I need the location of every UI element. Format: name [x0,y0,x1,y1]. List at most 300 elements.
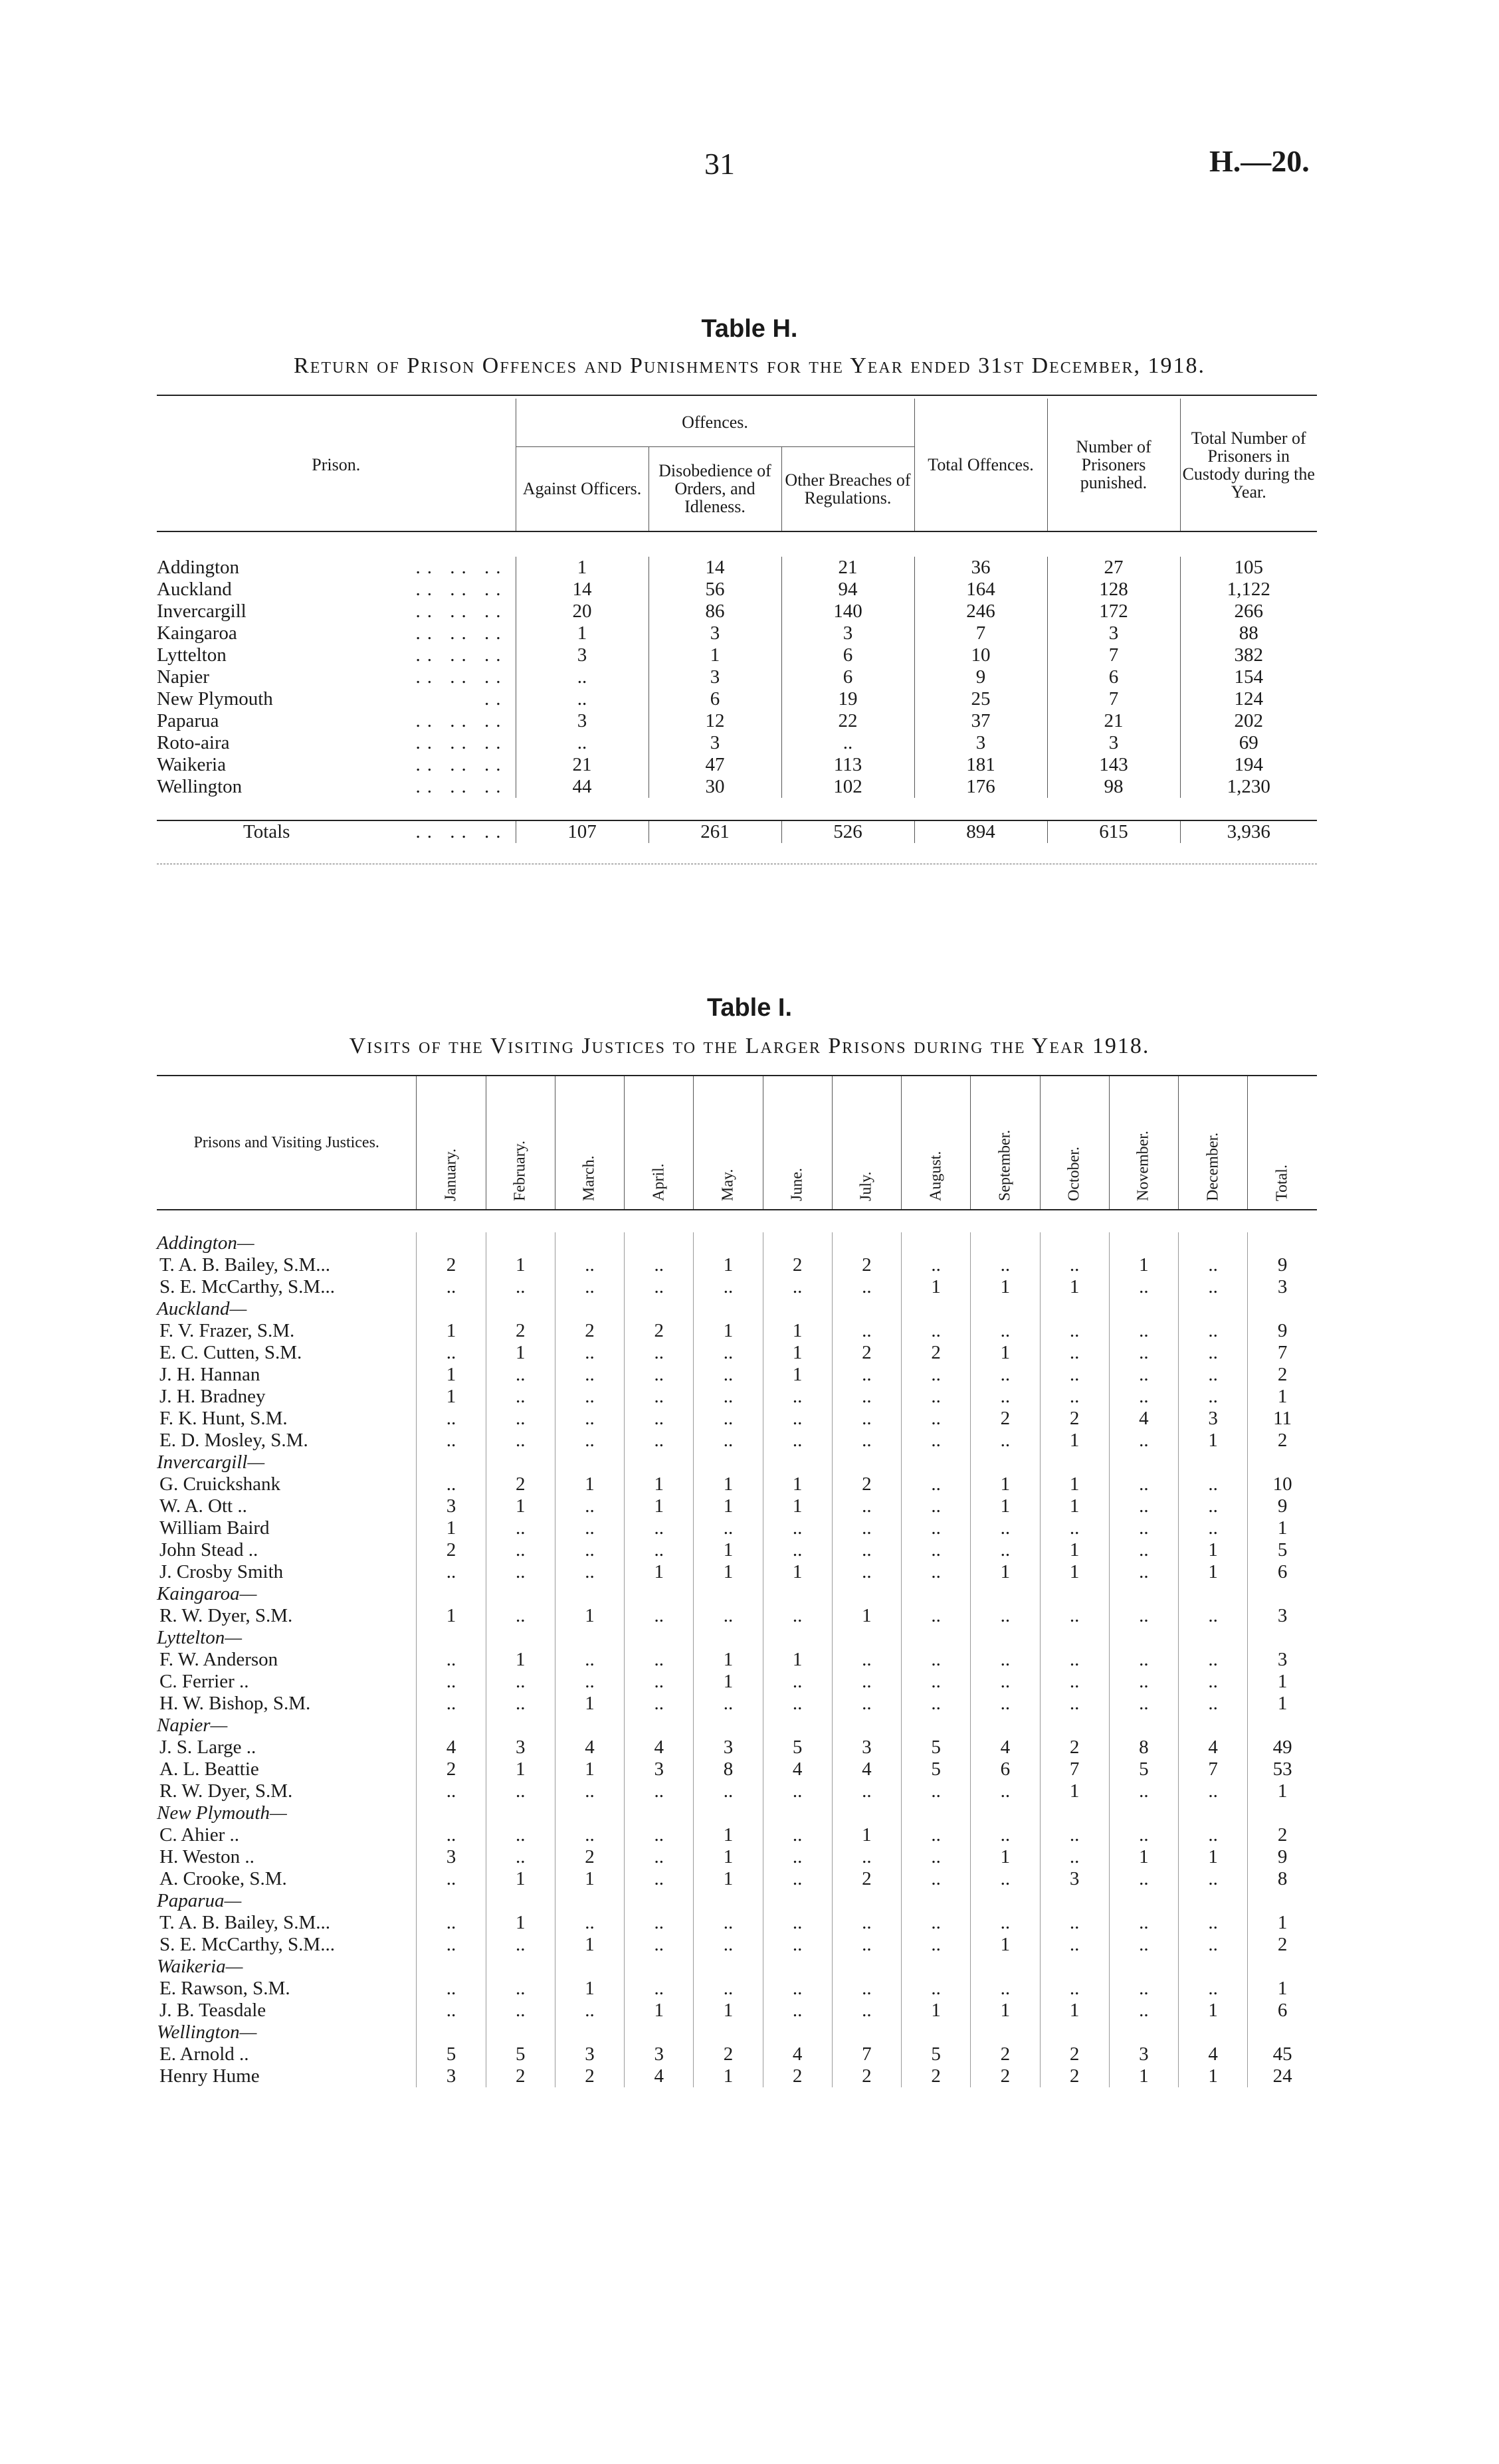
visit-count: 1 [1040,1539,1109,1561]
justice-name: A. L. Beattie [159,1758,259,1780]
cell-custody: 1,230 [1180,776,1317,798]
justice-row [157,1430,1317,1452]
totals-custody: 3,936 [1180,820,1317,843]
prison-group-name: Kaingaroa— [157,1583,257,1604]
visit-count: 4 [625,1737,694,1758]
visit-count: .. [417,1276,486,1298]
visit-count: .. [555,1495,624,1517]
visit-count: 1 [832,1824,901,1846]
visit-count: 2 [832,1254,901,1276]
visit-count: 2 [1040,2065,1109,2087]
visit-count: 1 [1040,1780,1109,1802]
month-label: February. [511,1140,529,1201]
justice-name: E. Rawson, S.M. [159,1978,290,1999]
month-header [763,1076,832,1210]
visit-count: .. [1178,1934,1247,1956]
visit-count: 1 [763,1342,832,1364]
visit-count: .. [971,1978,1040,2000]
prison-group-row [157,1232,1317,1254]
visit-count: 1 [1109,2065,1178,2087]
visit-count: 1 [417,1386,486,1408]
visit-count: .. [555,1539,624,1561]
visit-count: .. [555,1517,624,1539]
cell-against: .. [516,666,649,688]
visit-count: 5 [417,2043,486,2065]
cell-other: 19 [781,688,914,710]
visit-count: .. [1178,1276,1247,1298]
visit-count: 5 [902,1758,971,1780]
cell-other: 6 [781,666,914,688]
visit-count: 1 [1178,1846,1247,1868]
cell-punished: 7 [1047,644,1180,666]
visit-count: .. [417,1934,486,1956]
cell-other: 113 [781,754,914,776]
visit-count: .. [555,1780,624,1802]
justice-name: J. B. Teasdale [159,2000,266,2021]
cell-custody: 124 [1180,688,1317,710]
visit-count: 3 [832,1737,901,1758]
prison-name: Auckland [157,579,232,600]
visit-count: .. [1178,1386,1247,1408]
visit-count: .. [902,1320,971,1342]
header-disobedience: Disobedience of Orders, and Idleness. [649,446,781,531]
visit-total: 6 [1248,1561,1317,1583]
visit-count: 1 [832,1605,901,1627]
visit-count: 1 [1040,1430,1109,1452]
cell-against: 3 [516,644,649,666]
visit-count: .. [625,1364,694,1386]
visit-count: 1 [1109,1254,1178,1276]
cell-punished: 143 [1047,754,1180,776]
visit-count: .. [902,1495,971,1517]
visit-count: 1 [486,1254,555,1276]
prison-name: Addington [157,557,240,578]
visit-count: .. [625,1408,694,1430]
visit-count: 3 [555,2043,624,2065]
justice-row [157,1846,1317,1868]
visit-count: .. [694,1780,763,1802]
visit-count: 4 [1109,1408,1178,1430]
visit-count: .. [417,1671,486,1693]
visit-count: 2 [832,1342,901,1364]
justice-row [157,1517,1317,1539]
visit-count: .. [417,1649,486,1671]
prison-name: Waikeria [157,754,226,775]
table-h-subtitle: Return of Prison Offences and Punishments for the Year ended 31st December, 1918. [294,353,1205,378]
prison-group-name: Invercargill— [157,1452,265,1473]
visit-count: 2 [971,1408,1040,1430]
visit-count: .. [971,1386,1040,1408]
visit-count: 1 [1040,1473,1109,1495]
visit-count: .. [555,1649,624,1671]
cell-custody: 382 [1180,644,1317,666]
justice-row [157,2065,1317,2087]
prison-group-name: Waikeria— [157,1956,243,1977]
cell-other: 6 [781,644,914,666]
cell-total: 10 [914,644,1047,666]
justice-row [157,1824,1317,1846]
visit-count: .. [625,1276,694,1298]
month-header [486,1076,555,1210]
visit-count: .. [694,1693,763,1715]
visit-count: 1 [694,1539,763,1561]
visit-count: .. [763,1780,832,1802]
visit-count: .. [486,1430,555,1452]
cell-disobedience: 86 [649,601,781,622]
visit-count: 1 [763,1364,832,1386]
visit-count: 4 [971,1737,1040,1758]
visit-count: 1 [417,1320,486,1342]
page-reference: H.—20. [1209,144,1310,178]
totals-other: 526 [781,820,914,843]
visit-count: .. [902,1539,971,1561]
visit-count: 1 [486,1758,555,1780]
visit-count: .. [1040,1693,1109,1715]
cell-other: 102 [781,776,914,798]
prison-group-row [157,1802,1317,1824]
visit-count: .. [555,1254,624,1276]
visit-count: .. [832,1386,901,1408]
visit-count: 1 [694,1671,763,1693]
visit-count: .. [1040,1605,1109,1627]
visit-count: .. [832,1539,901,1561]
justice-row [157,1737,1317,1758]
visit-count: .. [1109,1276,1178,1298]
header-prisons-and-justices: Prisons and Visiting Justices. [193,1133,379,1151]
visit-count: 4 [1178,1737,1247,1758]
visit-count: .. [763,1912,832,1934]
visit-total: 9 [1248,1495,1317,1517]
visit-count: 3 [417,1495,486,1517]
cell-custody: 154 [1180,666,1317,688]
visit-count: .. [486,1934,555,1956]
visit-count: 1 [694,1473,763,1495]
visit-count: .. [1109,1495,1178,1517]
visit-count: 1 [971,1846,1040,1868]
visit-count: 2 [417,1758,486,1780]
justice-name: F. K. Hunt, S.M. [159,1408,288,1429]
visit-count: .. [417,1408,486,1430]
visit-count: .. [625,1671,694,1693]
visit-count: .. [1109,1561,1178,1583]
visit-count: .. [417,1868,486,1890]
justice-name: John Stead .. [159,1539,258,1561]
visit-count: 8 [694,1758,763,1780]
cell-custody: 105 [1180,557,1317,579]
table-h-row [157,622,1317,644]
visit-count: .. [555,1364,624,1386]
visit-count: .. [625,1430,694,1452]
totals-against: 107 [516,820,649,843]
cell-disobedience: 12 [649,710,781,732]
visit-count: 1 [1178,1561,1247,1583]
visit-count: 1 [694,2000,763,2022]
leader-dots: .. .. .. [415,579,508,600]
visit-count: 4 [1178,2043,1247,2065]
prison-group-row [157,1583,1317,1605]
justice-name: R. W. Dyer, S.M. [159,1780,293,1802]
visit-count: 2 [694,2043,763,2065]
visit-count: .. [417,1561,486,1583]
visit-count: .. [902,1430,971,1452]
cell-disobedience: 1 [649,644,781,666]
table-h-title: Table H. [701,315,798,343]
justice-name: J. Crosby Smith [159,1561,284,1582]
visit-total: 10 [1248,1473,1317,1495]
justice-row [157,1320,1317,1342]
justice-row [157,1408,1317,1430]
visit-count: .. [1040,1517,1109,1539]
justice-name: G. Cruickshank [159,1473,281,1495]
visit-count: .. [832,1846,901,1868]
visit-count: .. [694,1386,763,1408]
month-label: September. [996,1129,1014,1201]
cell-against: 14 [516,579,649,601]
visit-count: 3 [417,2065,486,2087]
visit-count: .. [625,1649,694,1671]
month-label: June. [788,1168,806,1201]
cell-against: 1 [516,557,649,579]
visit-count: .. [832,1934,901,1956]
visit-count: .. [971,1430,1040,1452]
visit-count: .. [625,1780,694,1802]
visit-count: .. [763,1934,832,1956]
visit-count: .. [625,1824,694,1846]
visit-count: .. [902,1605,971,1627]
visit-count: .. [971,1693,1040,1715]
visit-count: 1 [625,1561,694,1583]
cell-total: 164 [914,579,1047,601]
visit-count: 1 [1040,1561,1109,1583]
visit-count: .. [1178,1780,1247,1802]
cell-disobedience: 3 [649,622,781,644]
visit-count: .. [971,1671,1040,1693]
visit-count: .. [763,1605,832,1627]
visit-count: .. [1040,1978,1109,2000]
month-label: November. [1134,1131,1152,1201]
visit-count: 2 [1040,1737,1109,1758]
month-header [625,1076,694,1210]
visit-total: 9 [1248,1320,1317,1342]
justice-name: J. S. Large .. [159,1737,256,1758]
visit-count: .. [763,1276,832,1298]
month-header [971,1076,1040,1210]
justice-name: R. W. Dyer, S.M. [159,1605,293,1626]
visit-count: .. [1178,1517,1247,1539]
prison-group-name: Wellington— [157,2022,257,2043]
justice-name: Henry Hume [159,2065,260,2087]
prison-group-name: Addington— [157,1232,254,1254]
visit-count: 1 [486,1868,555,1890]
visit-count: 7 [1178,1758,1247,1780]
visit-count: .. [902,1364,971,1386]
justice-name: A. Crooke, S.M. [159,1868,287,1889]
justice-row [157,1386,1317,1408]
visit-count: .. [1109,2000,1178,2022]
visit-count: .. [1178,1649,1247,1671]
cell-total: 181 [914,754,1047,776]
cell-other: 3 [781,622,914,644]
visit-count: .. [902,1254,971,1276]
month-header [1109,1076,1178,1210]
justice-row [157,2043,1317,2065]
justice-name: C. Ferrier .. [159,1671,249,1692]
visit-count: 3 [486,1737,555,1758]
visit-count: .. [1109,1539,1178,1561]
justice-name: H. Weston .. [159,1846,254,1867]
visit-count: .. [971,1780,1040,1802]
visit-total: 1 [1248,1912,1317,1934]
visit-count: .. [625,1386,694,1408]
visit-count: .. [1178,1912,1247,1934]
leader-dots: .. .. .. [415,644,508,666]
month-label: July. [857,1171,875,1201]
visit-count: .. [832,1978,901,2000]
visit-count: 1 [971,1342,1040,1364]
justice-row [157,1868,1317,1890]
justice-name: J. H. Hannan [159,1364,260,1385]
visit-count: .. [763,1824,832,1846]
visit-count: .. [1178,1978,1247,2000]
prison-group-name: New Plymouth— [157,1802,287,1824]
visit-total: 6 [1248,2000,1317,2022]
visit-count: 1 [417,1605,486,1627]
visit-count: .. [555,1912,624,1934]
cell-custody: 69 [1180,732,1317,754]
visit-count: 8 [1109,1737,1178,1758]
cell-punished: 3 [1047,732,1180,754]
visit-count: .. [1109,1342,1178,1364]
visit-count: .. [763,1868,832,1890]
visit-count: 4 [763,2043,832,2065]
visit-count: .. [832,1320,901,1342]
cell-total: 246 [914,601,1047,622]
visit-count: .. [971,1868,1040,1890]
visit-count: 1 [694,1320,763,1342]
cell-disobedience: 6 [649,688,781,710]
visit-count: .. [1178,1473,1247,1495]
visit-count: .. [694,1276,763,1298]
justice-row [157,1539,1317,1561]
visit-count: 1 [1178,1430,1247,1452]
page-number: 31 [704,147,735,181]
visit-count: .. [763,1408,832,1430]
visit-count: 1 [555,1758,624,1780]
visit-count: .. [1040,1649,1109,1671]
table-h-row [157,666,1317,688]
visit-total: 5 [1248,1539,1317,1561]
visit-count: .. [417,1342,486,1364]
cell-disobedience: 14 [649,557,781,579]
visit-count: 4 [625,2065,694,2087]
visit-count: 3 [625,1758,694,1780]
justice-name: S. E. McCarthy, S.M... [159,1276,335,1297]
visit-count: .. [486,1364,555,1386]
justice-row [157,1780,1317,1802]
month-label: March. [580,1155,598,1201]
justice-row [157,1473,1317,1495]
visit-count: 1 [763,1649,832,1671]
visit-count: .. [902,1408,971,1430]
visit-count: .. [832,1517,901,1539]
visit-count: .. [763,1539,832,1561]
prison-group-name: Paparua— [157,1890,242,1911]
visit-count: 2 [486,1473,555,1495]
justice-name: E. Arnold .. [159,2043,249,2065]
visit-count: .. [486,1824,555,1846]
visit-count: .. [486,1408,555,1430]
table-h-row [157,776,1317,798]
visit-count: .. [971,1517,1040,1539]
visit-count: .. [1040,1364,1109,1386]
visit-count: 1 [694,1846,763,1868]
visit-count: .. [417,1693,486,1715]
month-header [417,1076,486,1210]
cell-disobedience: 47 [649,754,781,776]
visit-count: .. [971,1824,1040,1846]
visit-count: .. [555,1671,624,1693]
leader-dots: .. .. .. [415,622,508,644]
visit-count: .. [832,1780,901,1802]
visit-count: .. [902,1649,971,1671]
visit-count: .. [694,1342,763,1364]
header-prisoners-punished: Number of Prisoners punished. [1047,399,1180,531]
visit-count: 2 [1040,2043,1109,2065]
cell-total: 7 [914,622,1047,644]
justice-name: J. H. Bradney [159,1386,266,1407]
visit-count: .. [486,1671,555,1693]
month-label: October. [1065,1147,1083,1201]
visit-count: .. [1109,1978,1178,2000]
visit-count: .. [971,1364,1040,1386]
cell-punished: 21 [1047,710,1180,732]
visit-count: .. [1109,1320,1178,1342]
visit-total: 24 [1248,2065,1317,2087]
visit-count: 1 [694,1254,763,1276]
visit-count: .. [694,1517,763,1539]
visit-count: .. [486,1386,555,1408]
justice-name: T. A. B. Bailey, S.M... [159,1254,330,1276]
visit-count: 1 [694,1824,763,1846]
visit-count: 1 [486,1649,555,1671]
visit-count: 3 [417,1846,486,1868]
prison-name: Roto-aira [157,732,230,753]
visit-count: .. [902,1846,971,1868]
visit-count: 5 [1109,1758,1178,1780]
visit-count: .. [763,1386,832,1408]
visit-count: .. [1109,1430,1178,1452]
visit-count: 1 [763,1320,832,1342]
visit-count: .. [486,1276,555,1298]
totals-label: Totals [243,821,290,842]
visit-count: .. [832,1430,901,1452]
visit-total: 53 [1248,1758,1317,1780]
visit-count: 1 [555,1868,624,1890]
justice-name: E. D. Mosley, S.M. [159,1430,308,1451]
justice-row [157,1342,1317,1364]
visit-count: .. [625,1846,694,1868]
visit-count: 1 [555,1693,624,1715]
prison-name: Napier [157,666,209,688]
visit-count: .. [971,1605,1040,1627]
table-h-row [157,732,1317,754]
visit-count: .. [832,1364,901,1386]
visit-count: 3 [625,2043,694,2065]
month-label: January. [442,1148,460,1201]
visit-count: .. [486,1605,555,1627]
leader-dots: .. .. .. [415,776,508,797]
cell-disobedience: 3 [649,732,781,754]
